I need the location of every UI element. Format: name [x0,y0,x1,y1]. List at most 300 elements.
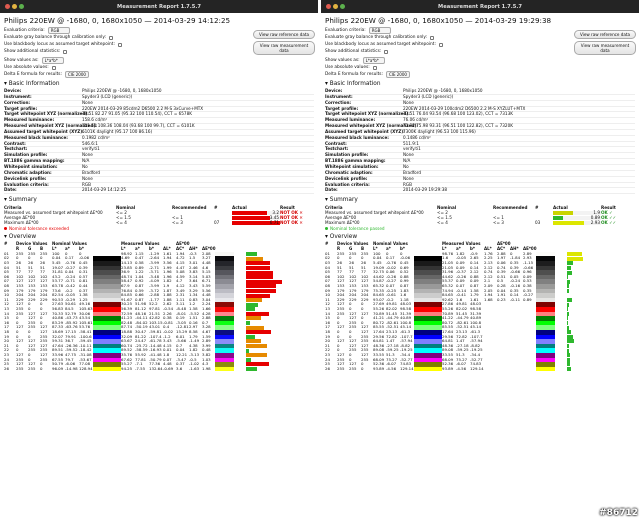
info-value: verify.ti1 [82,147,314,153]
overview-cell: 4.72 [176,255,185,261]
summary-toggle[interactable]: ▾ Summary [325,197,358,204]
overview-cell: 1.87 [163,287,172,293]
view-raw-measurement-button[interactable]: View raw measurement data [253,41,315,55]
tolerance-dot [325,227,328,230]
overview-cell: 55.92 [135,351,147,357]
overview-cell: 0 [16,255,19,261]
overview-cell: 93.07 [373,296,385,302]
info-value: None [403,177,635,183]
tolerance-message [325,226,635,231]
basic-info-toggle[interactable]: ▾ Basic Information [4,81,60,87]
overview-cell: 8.58 [189,328,198,334]
absolute-values-label: Use absolute values: [325,64,370,70]
criteria-select[interactable]: RGB [48,27,70,34]
overview-cell: 255 [16,306,24,311]
blackbody-label: Use blackbody locus as assumed target whitepoint: [325,41,436,47]
overview-cell: 0 [400,250,403,256]
overview-cell: 255 [40,347,48,353]
overview-cell: 4.48 [202,292,211,298]
overview-cell: 0 [28,306,31,311]
overview-cell: 1.96 [163,273,172,279]
info-value: None [403,153,635,159]
overview-cell: 31.39 [400,310,412,316]
minimize-button[interactable] [333,4,338,9]
summary-bar-fill [232,211,267,215]
overview-cell: 03 [325,260,330,266]
overview-cell: 1.96 [163,269,172,275]
info-key: Evaluation criteria: [325,183,403,189]
overview-cell: 76.84 [121,287,133,293]
overview-cell: -10.11 [79,342,92,348]
summary-index: 07 [214,220,220,226]
overview-cell: 1.68 [484,296,493,302]
overview-cell: 26 [361,260,366,266]
overview-cell: 3.29 [189,287,198,293]
overview-cell: 0 [349,351,352,357]
overview-cell: 84.85 [121,292,133,298]
additional-stats-checkbox[interactable] [63,50,67,54]
overview-cell: 5.08 [176,269,185,275]
summary-header-cell: Recommended [493,205,528,211]
overview-cell: 2.05 [484,287,493,293]
overview-cell: 0.28 [497,283,506,289]
overview-cell [497,367,510,372]
overview-cell: 77 [40,269,45,275]
overview-cell: 0 [337,319,340,325]
overview-cell: -0.81 [163,319,174,325]
overview-column-header: a* [386,246,391,252]
summary-header-cell: # [535,205,539,211]
overview-cell: 30.25 [121,301,133,307]
overview-cell: 1.61 [470,296,479,302]
delta-e-select[interactable]: CIE 2000 [386,71,410,78]
overview-cell: 91.67 [121,296,133,302]
overview-cell: 98.92 [121,250,133,256]
info-key: Correction: [325,101,403,107]
overview-cell: 0 [40,315,43,321]
overview-cell: 127 [349,278,357,284]
additional-stats-checkbox[interactable] [384,50,388,54]
overview-column-header: G [349,246,353,252]
info-key: Assumed target whitepoint (XYZ): [325,128,405,134]
overview-cell: 26 [28,260,33,266]
overview-cell: 23 [325,351,330,357]
overview-cell: 51 [40,264,45,270]
watermark: #86712 [599,508,638,518]
overview-cell: 22 [4,347,9,353]
show-values-label: Show values as: [325,57,360,63]
overview-cell: 105.61 [79,319,93,325]
nominal-swatch [414,367,442,372]
overview-cell: 36.9 [121,269,130,275]
overview-cell: 40.89 [470,315,482,321]
overview-cell: 25 [325,361,330,367]
overview-cell: 3.99 [202,342,211,348]
overview-cell: 65.32 [373,283,385,289]
overview-cell: -0.05 [65,292,76,298]
overview-cell: 3.01 [189,260,198,266]
overview-cell: 98.58 [470,306,482,311]
overview-cell: 52.36 [373,361,385,367]
overview-cell: 56.39 [121,306,133,311]
info-key: Measured whitepoint XYZ (normalized): [4,123,98,129]
overview-cell: 0.87 [470,283,479,289]
overview-cell: 179 [16,287,24,293]
overview-cell: 75.27 [386,356,398,362]
overview-cell: -6.07 [386,361,397,367]
overview-cell: 127 [361,278,369,284]
overview-cell: 67.55 [52,356,64,362]
overview-cell: 0.88 [470,273,479,279]
overview-cell: 26 [337,260,342,266]
overview-cell: -26.36 [65,342,78,348]
summary-nominal: <= 2 [116,210,127,216]
overview-cell: 179 [349,287,357,293]
show-values-row [4,57,314,64]
overview-cell: 0.87 [135,283,144,289]
view-raw-reference-button[interactable]: View raw reference data [253,30,315,39]
summary-actual-value: 3.2 [272,210,279,216]
overview-cell [510,367,523,372]
overview-cell: 67.9 [121,283,130,289]
zoom-button[interactable] [19,4,24,9]
summary-header-cell: Nominal [116,205,136,211]
delta-e-select[interactable]: CIE 2000 [65,71,89,78]
overview-cell: 30.47 [135,328,147,334]
summary-result: OK ✓ [601,210,613,216]
overview-cell: 87.33 [52,324,64,330]
overview-cell: -44.11 [135,315,148,321]
overview-column-header: ΔE*00 [523,246,537,252]
overview-cell: 17.15 [65,328,77,334]
overview-cell: 77 [337,269,342,275]
summary-header-cell: Nominal [437,205,457,211]
overview-cell: 31.81 [52,269,64,275]
overview-cell: 15.29 [176,328,188,334]
overview-cell: 127 [349,315,357,321]
overview-cell: 229 [40,296,48,302]
absolute-values-checkbox[interactable] [373,66,377,70]
overview-cell: 100.8 [470,319,482,325]
overview-toggle[interactable]: ▾ Overview [325,234,358,241]
overview-cell: 255 [40,338,48,344]
overview-column-header: b* [149,246,154,252]
overview-cell: -50.79 [149,356,162,362]
overview-cell: 127 [361,328,369,334]
overview-cell: 23.85 [121,264,133,270]
overview-cell: -7.1 [135,361,143,367]
overview-cell: 0.88 [400,273,409,279]
overview-cell: 48.74 [121,273,133,279]
window-title: Measurement Report 1.7.5.7 [117,3,201,10]
overview-cell: 0 [361,319,364,325]
additional-stats-label: Show additional statistics: [4,48,61,54]
overview-cell: -31.08 [79,351,92,357]
overview-cell: 0 [40,361,43,367]
title-bar [321,0,639,13]
overview-cell: 80.72 [442,319,454,325]
summary-header-cell: Result [280,205,295,211]
overview-cell: 0.89 [523,296,532,302]
overview-cell: -85.92 [65,319,78,325]
show-values-select[interactable]: L*a*b* [42,57,64,64]
info-value: 76.06 cd/m² [403,118,635,124]
overview-cell: 82.02 [386,306,398,311]
window-controls [5,4,24,9]
overview-cell: 0.09 [470,278,479,284]
overview-cell: 55.27 [121,361,133,367]
overview-cell: -2.64 [149,255,160,261]
overview-cell: 64.81 [373,338,385,344]
summary-nominal: <= 4 [437,220,448,226]
overview-cell: 89.52 [121,347,133,353]
info-key: Target whitepoint XYZ (normalized): [4,111,89,117]
summary-criteria: Average ΔE*00 [4,215,36,221]
zoom-button[interactable] [340,4,345,9]
view-raw-reference-button[interactable]: View raw reference data [574,30,636,39]
blackbody-checkbox[interactable] [118,43,122,47]
overview-cell: 72.82 [386,333,398,339]
overview-cell: 0 [16,315,19,321]
overview-cell: -1.77 [149,296,160,302]
overview-cell: 255 [16,365,24,371]
overview-cell: 0.89 [135,264,144,270]
overview-cell: 1.94 [176,250,185,256]
overview-cell: 13 [325,306,330,311]
info-value: 101.51 108.36 108.04 (93.68 100 99.7), CCT = 6101K [82,124,314,130]
overview-cell: 75.35 [373,287,385,293]
overview-cell: 64.81 [442,338,454,344]
criteria-select[interactable]: RGB [369,27,391,34]
delta-e-bar [567,367,603,372]
overview-cell: 12.21 [176,351,188,357]
overview-cell: 31.96 [442,269,454,275]
overview-cell: 07 [325,278,330,284]
overview-cell: 36.7 [65,338,74,344]
info-key: Target profile: [325,107,403,113]
overview-cell: 1.34 [189,292,198,298]
overview-cell: 84.65 [442,292,454,298]
overview-cell: 19.09 [373,264,385,270]
summary-actual-value: 1.9 [593,210,600,216]
overview-cell: 255 [361,333,369,339]
overview-column-header: L* [52,246,57,252]
additional-stats-label: Show additional statistics: [325,48,382,54]
overview-cell: -19.25 [470,347,483,353]
overview-cell: 73.6 [52,287,61,293]
overview-cell: 0 [40,306,43,311]
overview-cell: 1.82 [163,278,172,284]
overview-cell: 0.7 [176,342,183,348]
overview-cell: 74.94 [442,287,454,293]
info-key: Simulation profile: [4,153,82,159]
info-value: 73.32 75.98 93.31 (96.51 100 122.82), CCT = 7320K [403,124,635,130]
overview-cell: 0.14 [470,260,479,266]
info-key: Devicelink profile: [325,177,403,183]
overview-cell: 1.04 [135,273,144,279]
overview-cell: 23.13 [386,328,398,334]
overview-cell: 89.08 [442,347,454,353]
overview-cell: 32.07 [52,333,64,339]
overview-cell: -4.56 [386,365,397,371]
overview-cell: 0 [337,347,340,353]
overview-column-header: a* [456,246,461,252]
overview-cell: 10 [4,292,9,298]
summary-actual-bar [232,211,280,215]
summary-criteria: Average ΔE*00 [325,215,357,221]
overview-cell: 103.15 [149,319,163,325]
overview-cell: 49.81 [386,301,398,307]
blackbody-checkbox[interactable] [439,43,443,47]
overview-cell: -0.06 [400,255,411,261]
overview-cell: -0.24 [510,278,521,284]
overview-cell: 79.7 [65,356,74,362]
overview-cell: 05 [4,269,9,275]
overview-cell: -82.61 [456,319,469,325]
overview-cell: -107.7 [470,333,483,339]
close-button[interactable] [5,4,10,9]
overview-cell: -27.18 [386,342,399,348]
overview-cell: 0.37 [176,361,185,367]
overview-cell: 21.05 [442,260,454,266]
overview-cell: 127 [16,301,24,307]
overview-cell: 1.88 [163,296,172,302]
overview-cell: 179 [337,287,345,293]
absolute-values-row [325,64,635,71]
overview-cell: 79.91 [65,333,77,339]
overview-cell: 0.23 [497,296,506,302]
basic-info-toggle[interactable]: ▾ Basic Information [325,81,381,87]
overview-cell: 0 [361,301,364,307]
overview-cell: 27.86 [442,301,454,307]
overview-cell: 51 [16,264,21,270]
overview-group-header: Nominal Values [52,241,87,247]
info-key: Device: [325,89,403,95]
view-raw-measurement-button[interactable]: View raw measurement data [574,41,636,55]
overview-cell: 127 [40,278,48,284]
overview-cell: -0.27 [523,292,534,298]
overview-cell: 3.6 [176,365,183,371]
overview-toggle[interactable]: ▾ Overview [4,234,37,241]
gray-balance-checkbox[interactable] [109,36,113,40]
overview-column-header: R [337,246,341,252]
minimize-button[interactable] [12,4,17,9]
overview-cell: 08 [325,283,330,289]
info-key: Chromatic adaption: [325,171,403,177]
overview-cell: 127 [349,361,357,367]
overview-cell: 17.64 [442,328,454,334]
overview-cell: 1.51 [189,315,198,321]
overview-cell: -14.48 [149,342,162,348]
gray-balance-checkbox[interactable] [430,36,434,40]
overview-cell: 90.53 [52,296,64,302]
overview-cell: 77 [349,269,354,275]
close-button[interactable] [326,4,331,9]
overview-cell: 11 [325,296,330,302]
summary-toggle[interactable]: ▾ Summary [4,197,37,204]
overview-cell: 127 [40,351,48,357]
overview-cell: -59.81 [149,328,162,334]
overview-cell: 41.23 [121,315,133,321]
delta-e-label: Delta E formula for results: [4,71,62,77]
overview-cell: 0.04 [176,347,185,353]
overview-cell: 70.33 [52,310,64,316]
overview-cell: 100 [52,250,60,256]
overview-cell: -0.11 [510,296,521,302]
overview-cell: 26 [40,260,45,266]
summary-result: NOT OK ✕ [280,215,303,221]
overview-cell: 4.67 [202,328,211,334]
info-value: No [403,165,635,171]
report-content [321,13,639,371]
summary-criteria: Maximum ΔE*00 [325,220,360,226]
overview-cell: 204 [349,292,357,298]
overview-cell: 52.36 [442,361,454,367]
info-value: None [403,101,635,107]
info-value: Bradford [403,171,635,177]
overview-column-header: b* [79,246,84,252]
overview-cell: 255 [16,310,24,316]
overview-cell: 98.76 [442,250,454,256]
overview-cell: 229 [361,296,369,302]
overview-cell: 127 [16,338,24,344]
overview-cell: 09 [325,287,330,293]
delta-e-row [325,71,635,78]
overview-cell: 1.6 [442,255,449,261]
overview-cell: 0.92 [135,278,144,284]
overview-cell: 5.03 [202,273,211,279]
overview-cell: -0.02 [386,264,397,270]
overview-cell: 43.2 [52,273,61,279]
overview-cell: 204 [16,292,24,298]
info-value: No [82,165,314,171]
overview-cell: 67.62 [121,356,133,362]
overview-column-header: ΔC* [497,246,506,252]
absolute-values-checkbox[interactable] [52,66,56,70]
overview-cell: 4.3 [202,361,209,367]
overview-cell: 84.5 [65,306,74,311]
overview-cell: 1.9 [163,283,170,289]
overview-cell: 1.82 [189,347,198,353]
overview-cell: 0 [349,328,352,334]
info-value: RGB [82,183,314,189]
overview-cell: 0.51 [497,273,506,279]
summary-index: 03 [535,220,541,226]
summary-header-cell: Actual [553,205,568,211]
overview-cell: 74.83 [400,361,412,367]
info-key: Measured luminance: [4,118,82,124]
show-values-select[interactable]: L*a*b* [363,57,385,64]
summary-header-cell: Actual [232,205,247,211]
overview-cell: 1.79 [189,333,198,339]
blackbody-label: Use blackbody locus as assumed target whitepoint: [4,41,115,47]
summary-recommended: <= 3 [172,220,183,226]
overview-cell: 127 [16,351,24,357]
info-value: 2014-03-29 14:12:25 [82,188,314,194]
overview-cell: 100.8 [400,319,412,325]
overview-column-header: L* [373,246,378,252]
overview-cell: 18 [4,328,9,334]
delta-e-label: Delta E formula for results: [325,71,383,77]
criteria-label: Evaluation criteria: [325,27,366,33]
overview-cell: 32.75 [373,269,385,275]
overview-cell: 0.06 [497,260,506,266]
overview-group-header: Measured Values [442,241,481,247]
overview-cell: -61.78 [149,338,162,344]
overview-cell: 0.39 [497,269,506,275]
overview-cell: 0.06 [386,269,395,275]
summary-actual-value: 2.93 [590,220,600,226]
